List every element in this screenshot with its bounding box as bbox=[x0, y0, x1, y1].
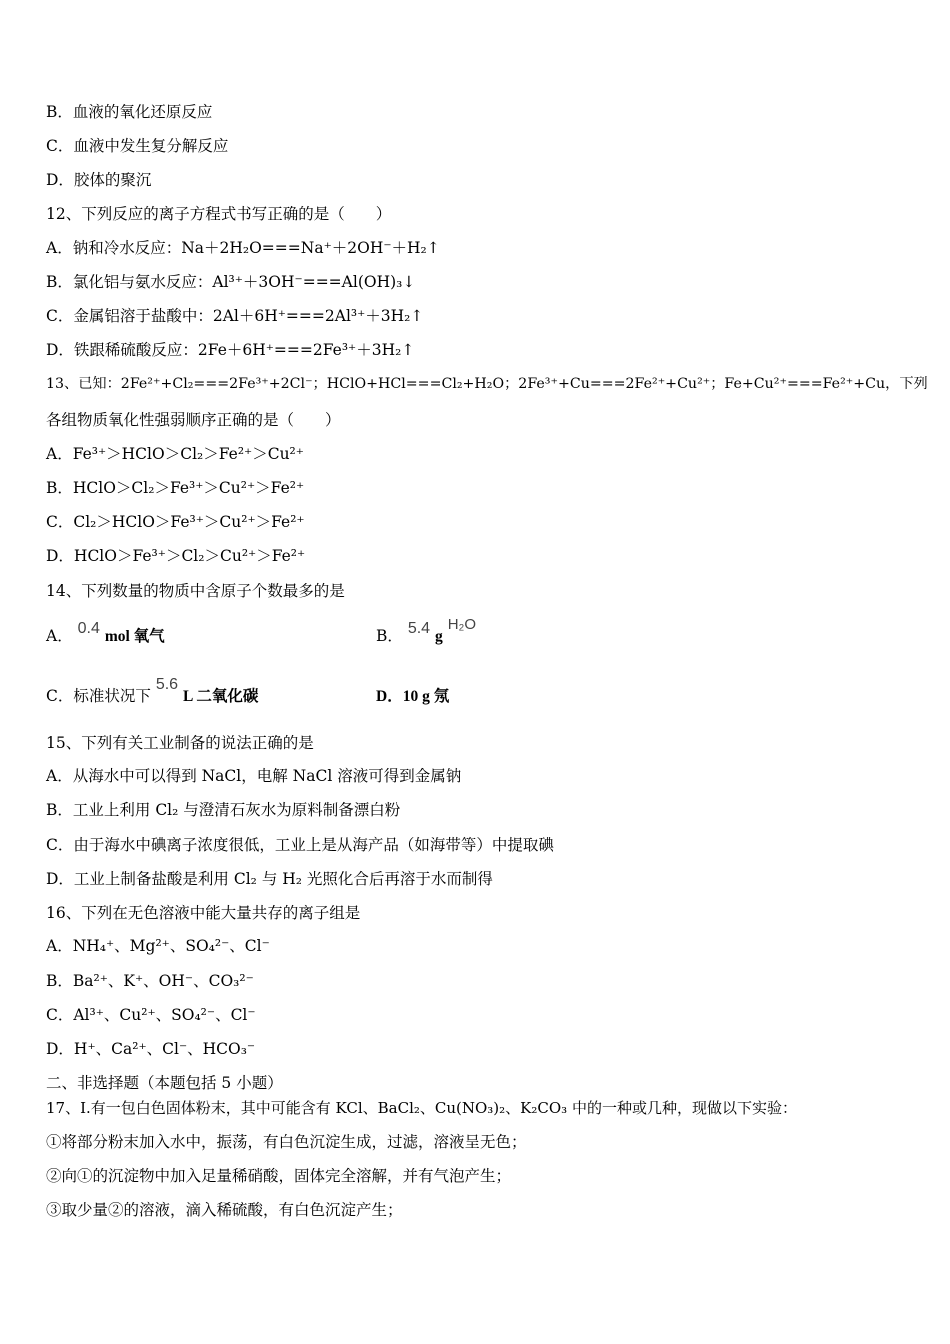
q14-b-text: g bbox=[435, 628, 443, 645]
q14-b-formula: H₂O bbox=[447, 616, 477, 633]
option-line: B．氯化铝与氨水反应：Al³⁺＋3OH⁻===Al(OH)₃↓ bbox=[46, 273, 416, 291]
option-line: C．Cl₂＞HClO＞Fe³⁺＞Cu²⁺＞Fe²⁺ bbox=[46, 513, 305, 531]
option-line: A．钠和冷水反应：Na＋2H₂O===Na⁺＋2OH⁻＋H₂↑ bbox=[46, 239, 440, 257]
step-line: ②向①的沉淀物中加入足量稀硝酸，固体完全溶解，并有气泡产生； bbox=[46, 1167, 512, 1185]
option-line: C．金属铝溶于盐酸中：2Al＋6H⁺===2Al³⁺＋3H₂↑ bbox=[46, 307, 424, 325]
option-line: D．HClO＞Fe³⁺＞Cl₂＞Cu²⁺＞Fe²⁺ bbox=[46, 547, 306, 565]
question-13: 13、已知：2Fe²⁺+Cl₂===2Fe³⁺+2Cl⁻；HClO+HCl===Cl₂+H₂O；2Fe³⁺+Cu===2Fe²⁺+Cu²⁺；Fe+Cu²⁺===Fe²⁺+Cu，下列 bbox=[46, 376, 928, 392]
option-line: D．胶体的聚沉 bbox=[46, 171, 152, 189]
question-13-cont: 各组物质氧化性强弱顺序正确的是（ ） bbox=[46, 411, 341, 429]
option-line: B．工业上利用 Cl₂ 与澄清石灰水为原料制备漂白粉 bbox=[46, 801, 401, 819]
option-line: B．Ba²⁺、K⁺、OH⁻、CO₃²⁻ bbox=[46, 972, 254, 990]
q14-d-text: D．10 g 氖 bbox=[376, 688, 450, 705]
q14-option-c bbox=[46, 676, 259, 707]
option-line: A．从海水中可以得到 NaCl，电解 NaCl 溶液可得到金属钠 bbox=[46, 767, 462, 785]
q14-a-number: 0.4 bbox=[77, 620, 100, 637]
q14-c-text: L 二氧化碳 bbox=[183, 688, 259, 705]
option-line: B．血液的氧化还原反应 bbox=[46, 103, 213, 121]
option-line: C．由于海水中碘离子浓度很低，工业上是从海产品（如海带等）中提取碘 bbox=[46, 836, 554, 854]
q14-option-d bbox=[376, 686, 449, 707]
step-line: ①将部分粉末加入水中，振荡，有白色沉淀生成，过滤，溶液呈无色； bbox=[46, 1133, 527, 1151]
q14-c-label: C．标准状况下 bbox=[46, 687, 151, 705]
option-line: C．Al³⁺、Cu²⁺、SO₄²⁻、Cl⁻ bbox=[46, 1006, 256, 1024]
option-line: D．工业上制备盐酸是利用 Cl₂ 与 H₂ 光照化合后再溶于水而制得 bbox=[46, 870, 493, 888]
option-line: C．血液中发生复分解反应 bbox=[46, 137, 229, 155]
q14-a-label: A． bbox=[46, 627, 73, 645]
q14-b-number: 5.4 bbox=[407, 620, 431, 637]
option-line: A．NH₄⁺、Mg²⁺、SO₄²⁻、Cl⁻ bbox=[46, 937, 270, 955]
question-16: 16、下列在无色溶液中能大量共存的离子组是 bbox=[46, 904, 361, 922]
question-12: 12、下列反应的离子方程式书写正确的是（ ） bbox=[46, 205, 392, 223]
q14-a-text: mol 氧气 bbox=[104, 628, 165, 645]
question-14: 14、下列数量的物质中含原子个数最多的是 bbox=[46, 582, 345, 600]
option-line: B．HClO＞Cl₂＞Fe³⁺＞Cu²⁺＞Fe²⁺ bbox=[46, 479, 305, 497]
question-17: 17、Ⅰ.有一包白色固体粉末，其中可能含有 KCl、BaCl₂、Cu(NO₃)₂、K₂CO₃ 中的一种或几种，现做以下实验： bbox=[46, 1099, 797, 1117]
section-heading: 二、非选择题（本题包括 5 小题） bbox=[46, 1074, 283, 1092]
q14-b-label: B． bbox=[376, 627, 403, 645]
q14-c-number: 5.6 bbox=[155, 676, 179, 693]
question-15: 15、下列有关工业制备的说法正确的是 bbox=[46, 734, 314, 752]
q14-option-b bbox=[376, 616, 477, 647]
option-line: D．H⁺、Ca²⁺、Cl⁻、HCO₃⁻ bbox=[46, 1040, 256, 1058]
q14-option-a bbox=[46, 620, 165, 647]
step-line: ③取少量②的溶液，滴入稀硫酸，有白色沉淀产生； bbox=[46, 1201, 403, 1219]
option-line: D．铁跟稀硫酸反应：2Fe＋6H⁺===2Fe³⁺＋3H₂↑ bbox=[46, 341, 415, 359]
option-line: A．Fe³⁺＞HClO＞Cl₂＞Fe²⁺＞Cu²⁺ bbox=[46, 445, 304, 463]
